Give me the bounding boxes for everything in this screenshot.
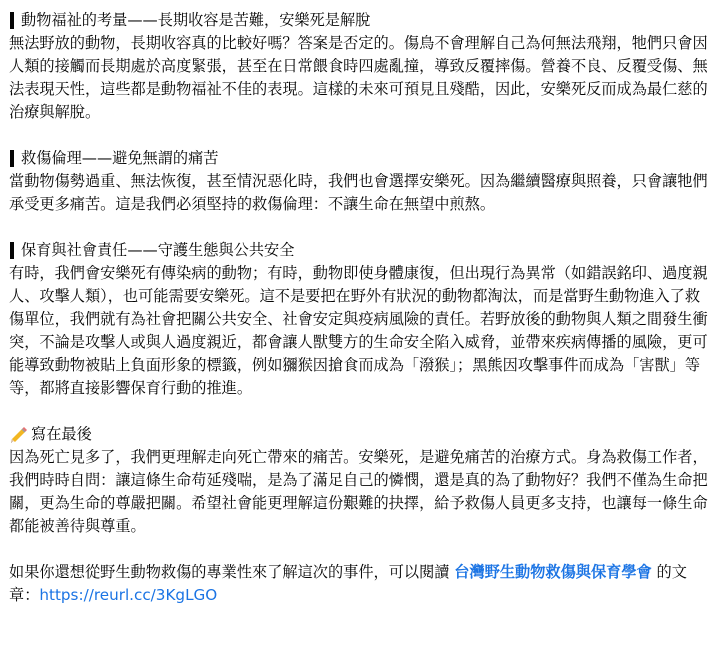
heading-bar-icon xyxy=(10,242,14,259)
article-url-link[interactable]: https://reurl.cc/3KgLGO xyxy=(39,586,218,604)
pencil-icon xyxy=(9,424,30,445)
heading-bar-icon xyxy=(10,12,14,29)
footer-text xyxy=(9,561,715,607)
section-body: 有時，我們會安樂死有傳染病的動物；有時，動物即使身體康復，但出現行為異常（如錯誤銘印、過度親人、攻擊人類），也可能需要安樂死。這不是要把在野外有狀況的動物都淘汰，而是當野生動物進入了救傷單位，我們就有為社會把關公共安全、社會安定與疫病風險的責任。若野放後的動物與人類之間發生衝突，不論是攻擊人或與人過度親近，都會讓人獸雙方的生命安全陷入威脅，並帶來疾病傳播的風險，更可能導致動物被貼上負面形象的標籤，例如獼猴因搶食而成為「潑猴」；黑熊因攻擊事件而成為「害獸」等等，都將直接影響保育行動的推進。 xyxy=(9,264,708,397)
section-heading-text: 動物福祉的考量——長期收容是苦難，安樂死是解脫 xyxy=(21,11,371,29)
section-body: 無法野放的動物，長期收容真的比較好嗎？答案是否定的。傷鳥不會理解自己為何無法飛翔，牠們只會因人類的接觸而長期處於高度緊張，甚至在日常餵食時四處亂撞，導致反覆摔傷。營養不良、反覆受傷、無法表現天性，這些都是動物福祉不佳的表現。這樣的未來可預見且殘酷，因此，安樂死反而成為最仁慈的治療與解脫。 xyxy=(9,34,708,121)
org-link[interactable]: 台灣野生動物救傷與保育學會 xyxy=(454,563,652,581)
post-content xyxy=(9,9,715,630)
footer-reference xyxy=(9,561,715,607)
footer-middle: 的文章： xyxy=(9,563,687,604)
footer-prefix: 如果你還想從野生動物救傷的專業性來了解這次的事件，可以閱讀 xyxy=(9,563,455,581)
section-animal-welfare xyxy=(9,9,715,124)
section-heading-text: 寫在最後 xyxy=(31,425,92,443)
section-heading xyxy=(9,147,715,170)
section-heading-text: 救傷倫理——避免無謂的痛苦 xyxy=(21,149,219,167)
section-social-responsibility xyxy=(9,239,715,400)
section-body: 當動物傷勢過重、無法恢復，甚至情況惡化時，我們也會選擇安樂死。因為繼續醫療與照養，只會讓牠們承受更多痛苦。這是我們必須堅持的救傷倫理：不讓生命在無望中煎熬。 xyxy=(9,172,708,213)
section-closing xyxy=(9,423,715,538)
heading-bar-icon xyxy=(10,150,14,167)
section-rescue-ethics xyxy=(9,147,715,216)
section-heading xyxy=(9,239,715,262)
section-body: 因為死亡見多了，我們更理解走向死亡帶來的痛苦。安樂死，是避免痛苦的治療方式。身為救傷工作者，我們時時自問：讓這條生命苟延殘喘，是為了滿足自己的憐憫，還是真的為了動物好？我們不僅為生命把關，更為生命的尊嚴把關。希望社會能更理解這份艱難的抉擇，給予救傷人員更多支持，也讓每一條生命都能被善待與尊重。 xyxy=(9,448,708,535)
section-heading-text: 保育與社會責任——守護生態與公共安全 xyxy=(21,241,295,259)
section-heading xyxy=(9,9,715,32)
section-heading xyxy=(9,423,715,446)
